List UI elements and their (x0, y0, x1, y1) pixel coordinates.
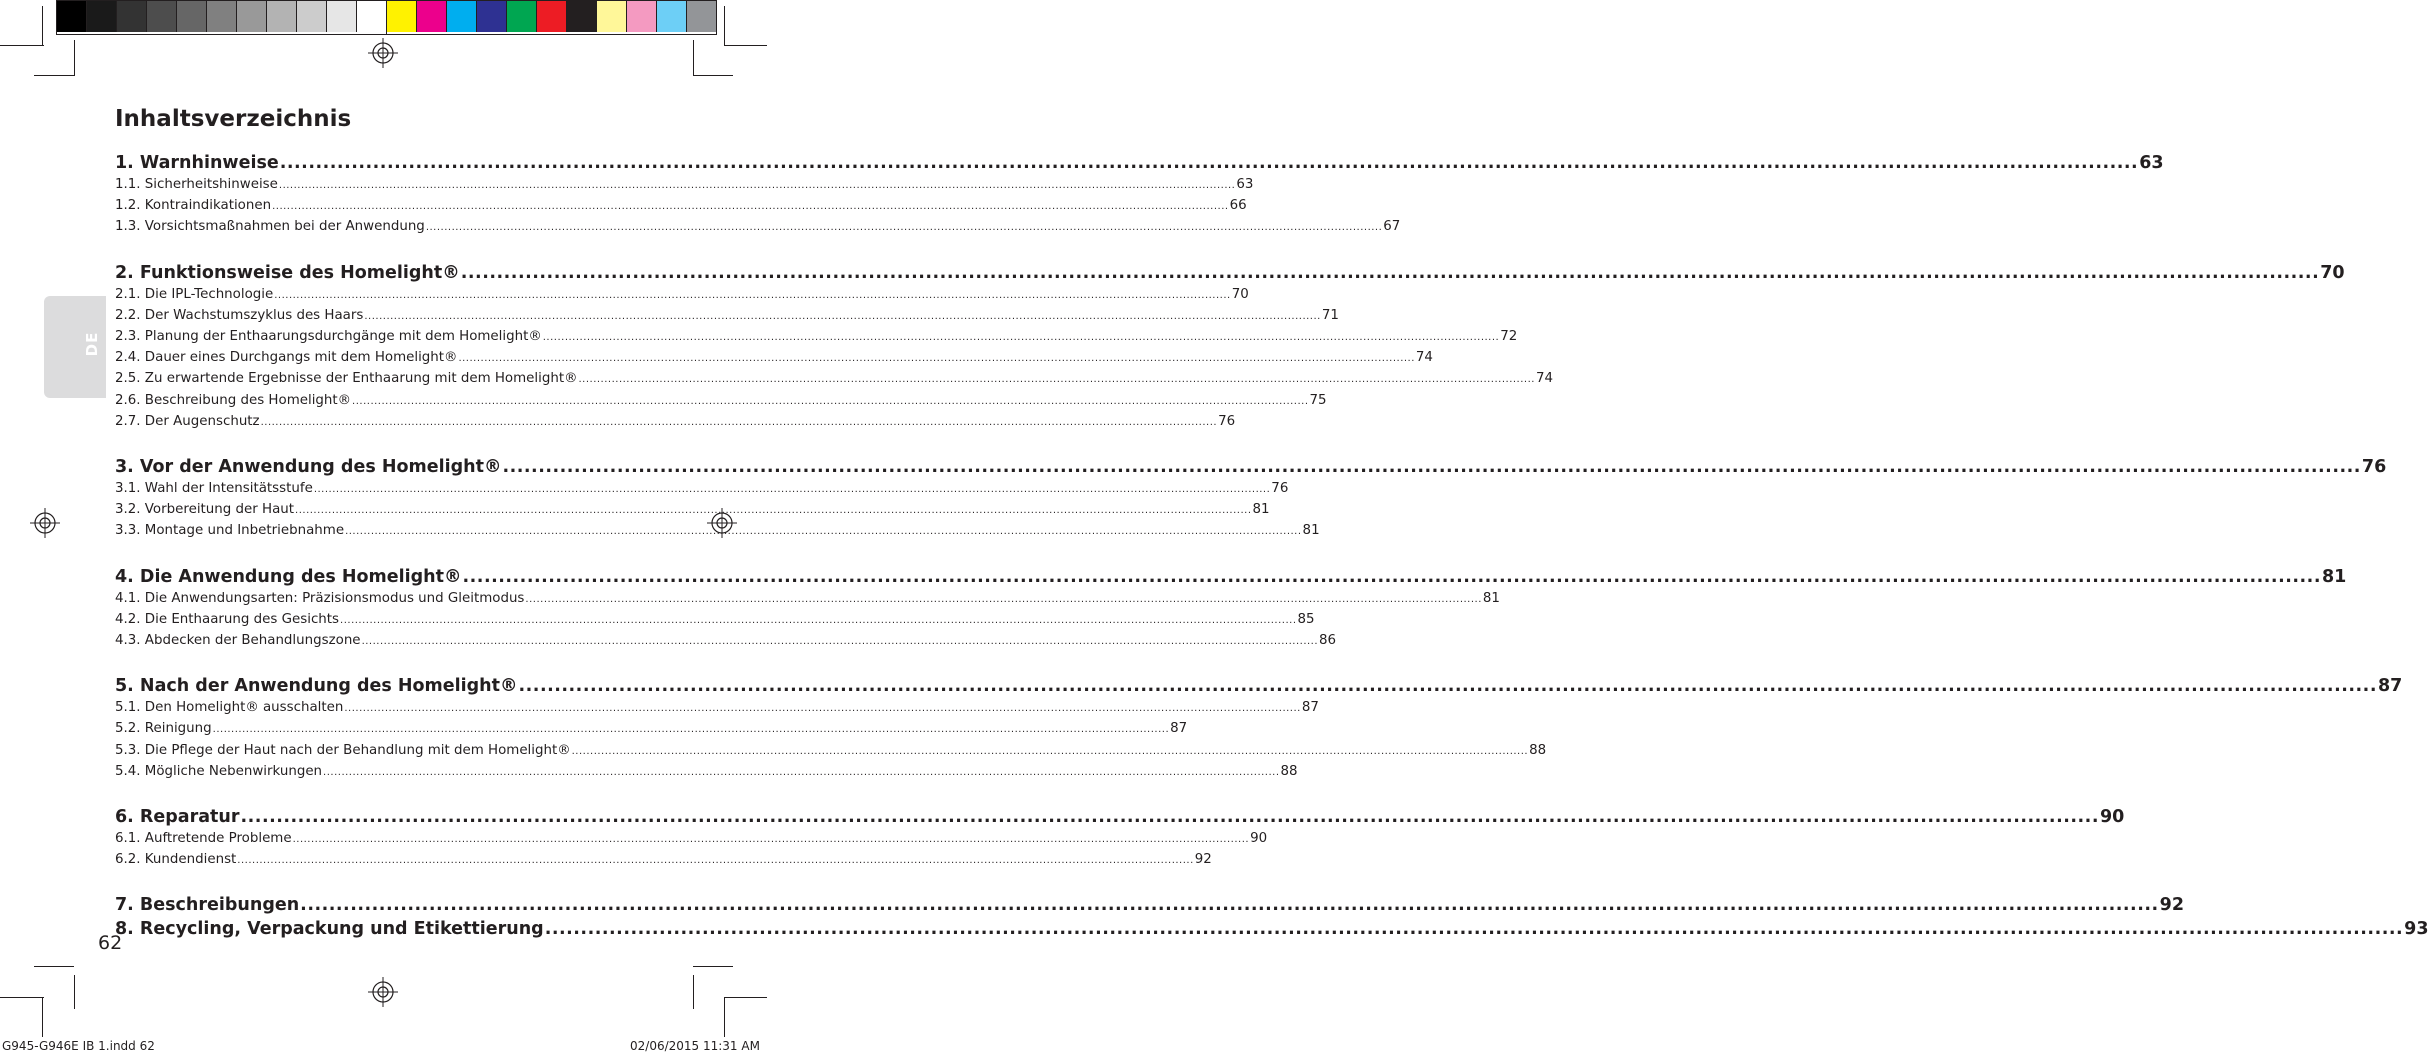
dot-leader: .................................................................................................................................................................................................................................................................... (462, 566, 2321, 587)
dot-leader: .................................................................................................................................................................................................................................................................... (272, 201, 1229, 213)
dot-leader: .................................................................................................................................................................................................................................................................... (361, 636, 1319, 648)
dot-leader: .................................................................................................................................................................................................................................................................... (352, 395, 1309, 407)
dot-leader: .................................................................................................................................................................................................................................................................... (340, 614, 1297, 626)
color-swatch (87, 1, 117, 32)
page-title: Inhaltsverzeichnis (115, 106, 352, 132)
toc-heading-page: 93 (2404, 919, 2429, 940)
registration-target-icon (30, 508, 60, 538)
print-slug-date: 02/06/2015 11:31 AM (630, 1039, 760, 1053)
color-swatch (327, 1, 357, 32)
color-swatch (597, 1, 627, 32)
toc-heading-page: 87 (2377, 676, 2403, 697)
toc-heading (115, 917, 2429, 941)
toc-entry-label: 6.1. Auftretende Probleme (115, 831, 292, 847)
dot-leader: .................................................................................................................................................................................................................................................................... (323, 766, 1280, 778)
color-swatch (627, 1, 657, 32)
toc-section (115, 261, 2345, 433)
toc-entry (115, 196, 1247, 217)
toc-entry-page: 67 (1383, 219, 1401, 235)
toc-entry-label: 3.3. Montage und Inbetriebnahme (115, 523, 345, 539)
dot-leader: .................................................................................................................................................................................................................................................................... (425, 222, 1383, 234)
toc-entry (115, 369, 1553, 390)
toc-entry (115, 285, 1249, 306)
toc-entry (115, 306, 1339, 327)
dot-leader: .................................................................................................................................................................................................................................................................... (274, 289, 1231, 301)
dot-leader: .................................................................................................................................................................................................................................................................... (240, 807, 2099, 828)
color-swatch (447, 1, 477, 32)
color-bar-grayscale (56, 0, 387, 35)
toc-section (115, 674, 2403, 783)
toc-entry (115, 762, 1298, 783)
dot-leader: .................................................................................................................................................................................................................................................................... (344, 703, 1301, 715)
toc-entry (115, 327, 1518, 348)
toc-entry-label: 4.3. Abdecken der Behandlungszone (115, 633, 361, 649)
toc-entry-label: 4.2. Die Enthaarung des Gesichts (115, 611, 340, 627)
crop-mark (34, 75, 74, 76)
table-of-contents (115, 151, 2429, 963)
toc-entry-label: 5.1. Den Homelight® ausschalten (115, 700, 344, 716)
registration-target-icon (368, 38, 398, 68)
color-swatch (117, 1, 147, 32)
toc-entry-page: 90 (1250, 831, 1268, 847)
toc-heading (115, 261, 2345, 285)
crop-mark (34, 966, 74, 967)
toc-entry-label: 2.1. Die IPL-Technologie (115, 286, 274, 302)
crop-mark (42, 6, 43, 46)
registration-target-icon (368, 977, 398, 1007)
toc-entry-page: 92 (1194, 852, 1212, 868)
toc-section (115, 565, 2347, 653)
color-swatch (57, 1, 87, 32)
toc-entry-label: 1.2. Kontraindikationen (115, 198, 272, 214)
toc-entry (115, 850, 1212, 871)
toc-entry-page: 74 (1535, 371, 1553, 387)
dot-leader: .................................................................................................................................................................................................................................................................... (518, 676, 2377, 697)
toc-entry (115, 719, 1188, 740)
toc-entry (115, 589, 1500, 610)
toc-section (115, 893, 2184, 917)
color-swatch (537, 1, 567, 32)
toc-entry (115, 412, 1236, 433)
crop-mark (693, 966, 733, 967)
dot-leader: .................................................................................................................................................................................................................................................................... (571, 745, 1529, 757)
toc-heading (115, 151, 2164, 175)
dot-leader: .................................................................................................................................................................................................................................................................... (278, 180, 1236, 191)
crop-mark (724, 6, 725, 46)
toc-entry (115, 217, 1401, 238)
crop-mark (74, 40, 75, 76)
toc-entry (115, 479, 1289, 500)
dot-leader: .................................................................................................................................................................................................................................................................... (364, 310, 1321, 322)
crop-mark (693, 975, 694, 1009)
toc-heading-label: 1. Warnhinweise (115, 153, 279, 173)
toc-entry-label: 5.4. Mögliche Nebenwirkungen (115, 763, 323, 779)
color-swatch (507, 1, 537, 32)
dot-leader: .................................................................................................................................................................................................................................................................... (460, 262, 2320, 283)
dot-leader: .................................................................................................................................................................................................................................................................... (279, 153, 2139, 173)
toc-entry (115, 741, 1547, 762)
dot-leader: .................................................................................................................................................................................................................................................................... (544, 919, 2404, 940)
toc-entry (115, 348, 1433, 369)
crop-mark (42, 997, 43, 1037)
dot-leader: .................................................................................................................................................................................................................................................................... (313, 484, 1271, 496)
toc-entry-label: 6.2. Kundendienst (115, 852, 237, 868)
toc-entry (115, 521, 1320, 542)
dot-leader: .................................................................................................................................................................................................................................................................... (578, 374, 1535, 386)
dot-leader: .................................................................................................................................................................................................................................................................... (260, 416, 1218, 428)
toc-heading (115, 805, 2125, 829)
toc-section (115, 151, 2164, 239)
toc-heading-page: 63 (2139, 153, 2164, 173)
toc-entry-page: 74 (1415, 350, 1433, 366)
color-swatch (417, 1, 447, 32)
toc-entry (115, 391, 1327, 412)
dot-leader: .................................................................................................................................................................................................................................................................... (237, 855, 1194, 867)
dot-leader: .................................................................................................................................................................................................................................................................... (502, 457, 2361, 478)
toc-heading-page: 92 (2159, 895, 2184, 916)
toc-entry-page: 72 (1500, 329, 1518, 345)
toc-entry-page: 75 (1309, 392, 1327, 408)
toc-entry-label: 1.3. Vorsichtsmaßnahmen bei der Anwendung (115, 219, 425, 235)
toc-entry-page: 87 (1170, 721, 1188, 737)
toc-heading (115, 455, 2387, 479)
toc-entry-label: 1.1. Sicherheitshinweise (115, 177, 278, 192)
toc-heading-page: 81 (2321, 566, 2347, 587)
toc-heading (115, 674, 2403, 698)
toc-entry-label: 2.4. Dauer eines Durchgangs mit dem Homelight® (115, 350, 458, 366)
toc-heading-label: 4. Die Anwendung des Homelight® (115, 566, 462, 587)
toc-entry-page: 76 (1218, 413, 1236, 429)
toc-entry-page: 71 (1321, 307, 1339, 323)
color-swatch (267, 1, 297, 32)
dot-leader: .................................................................................................................................................................................................................................................................... (292, 834, 1250, 846)
toc-heading-page: 76 (2361, 457, 2387, 478)
toc-entry-page: 85 (1297, 611, 1315, 627)
color-swatch (177, 1, 207, 32)
toc-entry-page: 81 (1482, 590, 1500, 606)
crop-mark (693, 40, 694, 76)
toc-entry-page: 63 (1236, 177, 1254, 192)
toc-entry-label: 5.3. Die Pflege der Haut nach der Behandlung mit dem Homelight® (115, 742, 571, 758)
color-swatch (477, 1, 507, 32)
dot-leader: .................................................................................................................................................................................................................................................................... (300, 895, 2159, 916)
toc-entry-page: 81 (1252, 502, 1270, 518)
language-tab-label: DE (83, 331, 101, 357)
color-swatch (657, 1, 687, 32)
print-slug-file: G945-G946E IB 1.indd 62 (2, 1039, 155, 1053)
page-number: 62 (98, 932, 123, 954)
toc-entry (115, 631, 1337, 652)
toc-heading-label: 6. Reparatur (115, 807, 240, 828)
toc-entry-label: 3.2. Vorbereitung der Haut (115, 502, 295, 518)
color-swatch (567, 1, 597, 32)
toc-entry-label: 2.5. Zu erwartende Ergebnisse der Enthaarung mit dem Homelight® (115, 371, 578, 387)
dot-leader: .................................................................................................................................................................................................................................................................... (542, 332, 1500, 344)
crop-mark (0, 45, 44, 46)
toc-entry-label: 5.2. Reinigung (115, 721, 212, 737)
dot-leader: .................................................................................................................................................................................................................................................................... (295, 505, 1252, 517)
dot-leader: .................................................................................................................................................................................................................................................................... (345, 526, 1302, 538)
toc-entry-label: 3.1. Wahl der Intensitätsstufe (115, 481, 313, 497)
crop-mark (724, 45, 767, 46)
color-swatch (357, 1, 386, 32)
toc-heading (115, 893, 2184, 917)
toc-entry-page: 88 (1529, 742, 1547, 758)
dot-leader: .................................................................................................................................................................................................................................................................... (212, 724, 1170, 736)
toc-heading-label: 2. Funktionsweise des Homelight® (115, 262, 460, 283)
toc-entry-label: 2.3. Planung der Enthaarungsdurchgänge mit dem Homelight® (115, 329, 542, 345)
color-swatch (297, 1, 327, 32)
crop-mark (724, 997, 767, 998)
toc-entry-page: 70 (1231, 286, 1249, 302)
dot-leader: .................................................................................................................................................................................................................................................................... (458, 353, 1415, 365)
toc-section (115, 917, 2429, 941)
toc-section (115, 455, 2387, 543)
toc-entry-label: 2.7. Der Augenschutz (115, 413, 260, 429)
crop-mark (0, 997, 44, 998)
crop-mark (693, 75, 733, 76)
toc-entry (115, 175, 1254, 196)
toc-entry-page: 88 (1280, 763, 1298, 779)
color-swatch (147, 1, 177, 32)
toc-entry (115, 698, 1319, 719)
color-bar-process (386, 0, 717, 35)
toc-entry (115, 610, 1315, 631)
color-swatch (387, 1, 417, 32)
toc-heading-label: 3. Vor der Anwendung des Homelight® (115, 457, 502, 478)
dot-leader: .................................................................................................................................................................................................................................................................... (525, 593, 1482, 605)
toc-heading-label: 7. Beschreibungen (115, 895, 300, 916)
toc-entry-label: 2.2. Der Wachstumszyklus des Haars (115, 307, 364, 323)
toc-entry-label: 4.1. Die Anwendungsarten: Präzisionsmodus und Gleitmodus (115, 590, 525, 606)
toc-heading (115, 565, 2347, 589)
toc-entry-label: 2.6. Beschreibung des Homelight® (115, 392, 352, 408)
toc-entry-page: 66 (1229, 198, 1247, 214)
toc-section (115, 805, 2125, 871)
toc-heading-label: 8. Recycling, Verpackung und Etikettierung (115, 919, 544, 940)
color-swatch (687, 1, 716, 32)
color-swatch (237, 1, 267, 32)
toc-entry-page: 87 (1301, 700, 1319, 716)
toc-heading-page: 90 (2099, 807, 2125, 828)
toc-entry (115, 500, 1270, 521)
toc-entry-page: 76 (1271, 481, 1289, 497)
toc-heading-label: 5. Nach der Anwendung des Homelight® (115, 676, 518, 697)
toc-heading-page: 70 (2320, 262, 2345, 283)
color-swatch (207, 1, 237, 32)
toc-entry (115, 829, 1268, 850)
crop-mark (724, 997, 725, 1037)
toc-entry-page: 81 (1302, 523, 1320, 539)
crop-mark (74, 975, 75, 1009)
toc-entry-page: 86 (1319, 633, 1337, 649)
